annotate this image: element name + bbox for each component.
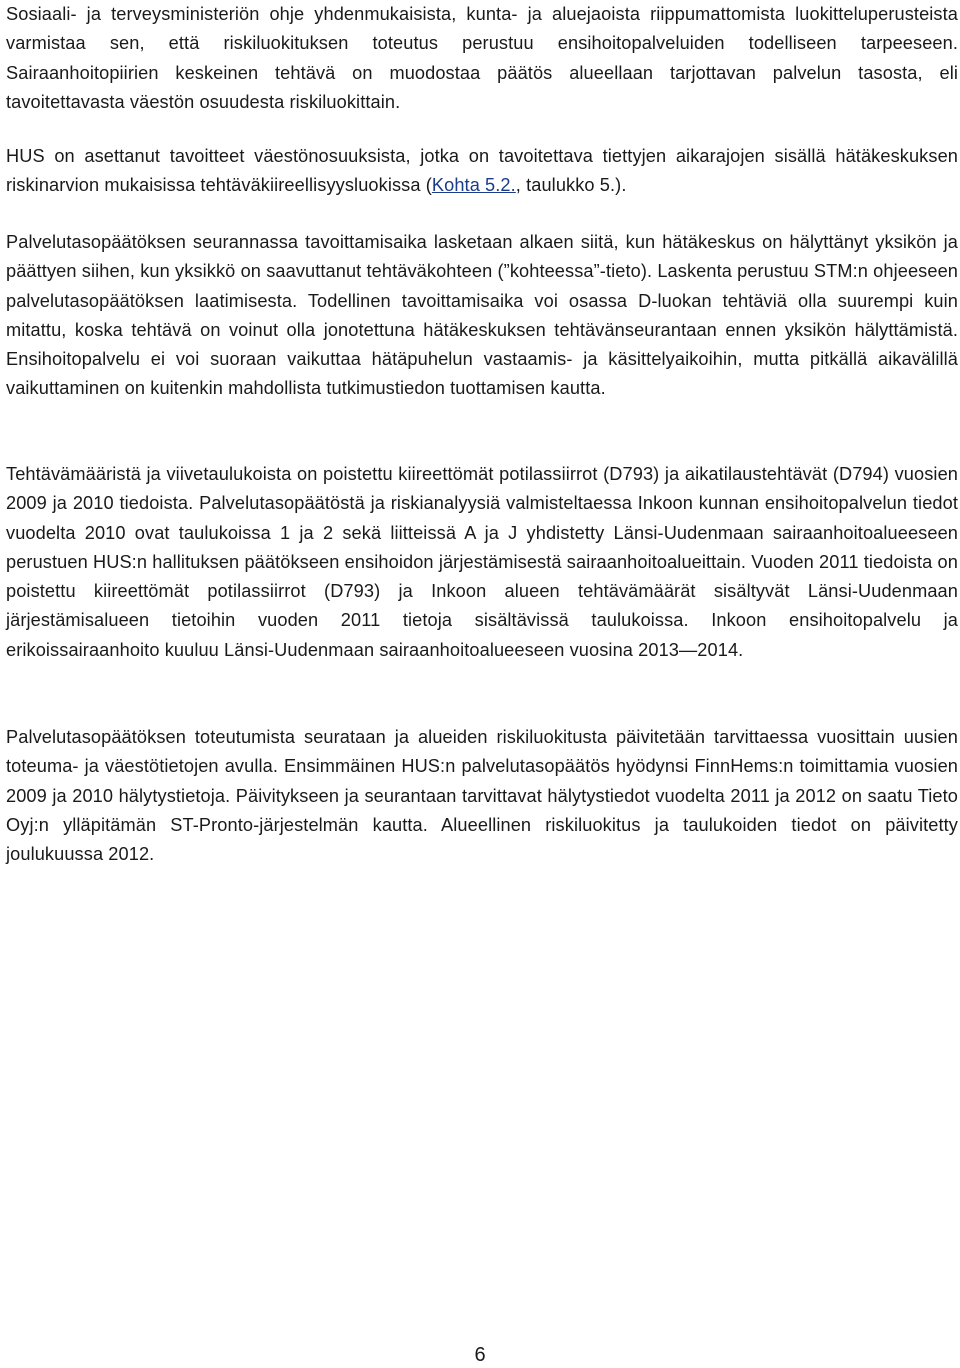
paragraph-guidance: Sosiaali- ja terveysministeriön ohje yhdenmukaisista, kunta- ja aluejaoista riippumattomista luokitteluperusteista varmistaa sen, että riskiluokituksen toteutus perustuu ensihoitopalveluiden todelliseen tarpeeseen. Sairaanhoitopiirien keskeinen tehtävä on muodostaa päätös alueellaan tarjottavan palvelun tasosta, eli tavoitettavasta väestön osuudesta riskiluokittain. bbox=[6, 4, 958, 112]
section-reference-link[interactable]: Kohta 5.2. bbox=[431, 175, 516, 196]
paragraph-data-notes: Tehtävämääristä ja viivetaulukoista on poistettu kiireettömät potilassiirrot (D793) ja aikatilaustehtävät (D794) vuosien 2009 ja 2010 tiedoista. Palvelutasopäätöstä ja riskianalyysiä valmisteltaessa Inkoon kunnan ensihoitopalvelun tiedot vuodelta 2010 ovat taulukoissa 1 ja 2 sekä liitteissä A ja J yhdistetty Länsi-Uudenmaan sairaanhoitoalueeseen perustuen HUS:n hallituksen päätökseen ensihoidon järjestämisestä sairaanhoitoalueittain. Vuoden 2011 tiedoista on poistettu kiireettömät potilassiirrot (D793) ja Inkoon alueen tehtävämäärät sisältyvät Länsi-Uudenmaan järjestämisalueen tietoihin vuoden 2011 tietoja sisältävissä taulukoissa. Inkoon ensihoitopalvelu ja erikoissairaanhoito kuuluu Länsi-Uudenmaan sairaanhoitoalueeseen vuosina 2013—2014. bbox=[6, 464, 958, 660]
paragraph-hus-targets bbox=[6, 142, 958, 201]
page-number: 6 bbox=[474, 1344, 486, 1366]
paragraph-hus-targets-tail: , taulukko 5.). bbox=[515, 175, 627, 196]
paragraph-hus-targets-text: HUS on asettanut tavoitteet väestönosuuksista, jotka on tavoitettava tiettyjen aikarajojen sisällä hätäkeskuksen riskinarvion mukaisissa tehtäväkiireellisyysluokissa ( bbox=[6, 146, 958, 196]
paragraph-monitoring: Palvelutasopäätöksen toteutumista seurataan ja alueiden riskiluokitusta päivitetään tarvittaessa vuosittain uusien toteuma- ja väestötietojen avulla. Ensimmäinen HUS:n palvelutasopäätös hyödynsi FinnHems:n toimittamia vuosien 2009 ja 2010 hälytystietoja. Päivitykseen ja seurantaan tarvittavat hälytystiedot vuodelta 2011 ja 2012 on saatu Tieto Oyj:n ylläpitämän ST-Pronto-järjestelmän kautta. Alueellinen riskiluokitus ja taulukoiden tiedot on päivitetty joulukuussa 2012. bbox=[6, 727, 958, 865]
paragraph-response-time: Palvelutasopäätöksen seurannassa tavoittamisaika lasketaan alkaen siitä, kun hätäkeskus on hälyttänyt yksikön ja päättyen siihen, kun yksikkö on saavuttanut tehtäväkohteen (”kohteessa”-tieto). Laskenta perustuu STM:n ohjeeseen palvelutasopäätöksen laatimisesta. Todellinen tavoittamisaika voi osassa D-luokan tehtäviä olla suurempi kuin mitattu, koska tehtävä on voinut olla jonotettuna hätäkeskuksen tehtävänseurantaan ennen yksikön hälyttämistä. Ensihoitopalvelu ei voi suoraan vaikuttaa hätäpuhelun vastaamis- ja käsittelyaikoihin, mutta pitkällä aikavälillä vaikuttaminen on kuitenkin mahdollista tutkimustiedon tuottamisen kautta. bbox=[6, 232, 958, 399]
